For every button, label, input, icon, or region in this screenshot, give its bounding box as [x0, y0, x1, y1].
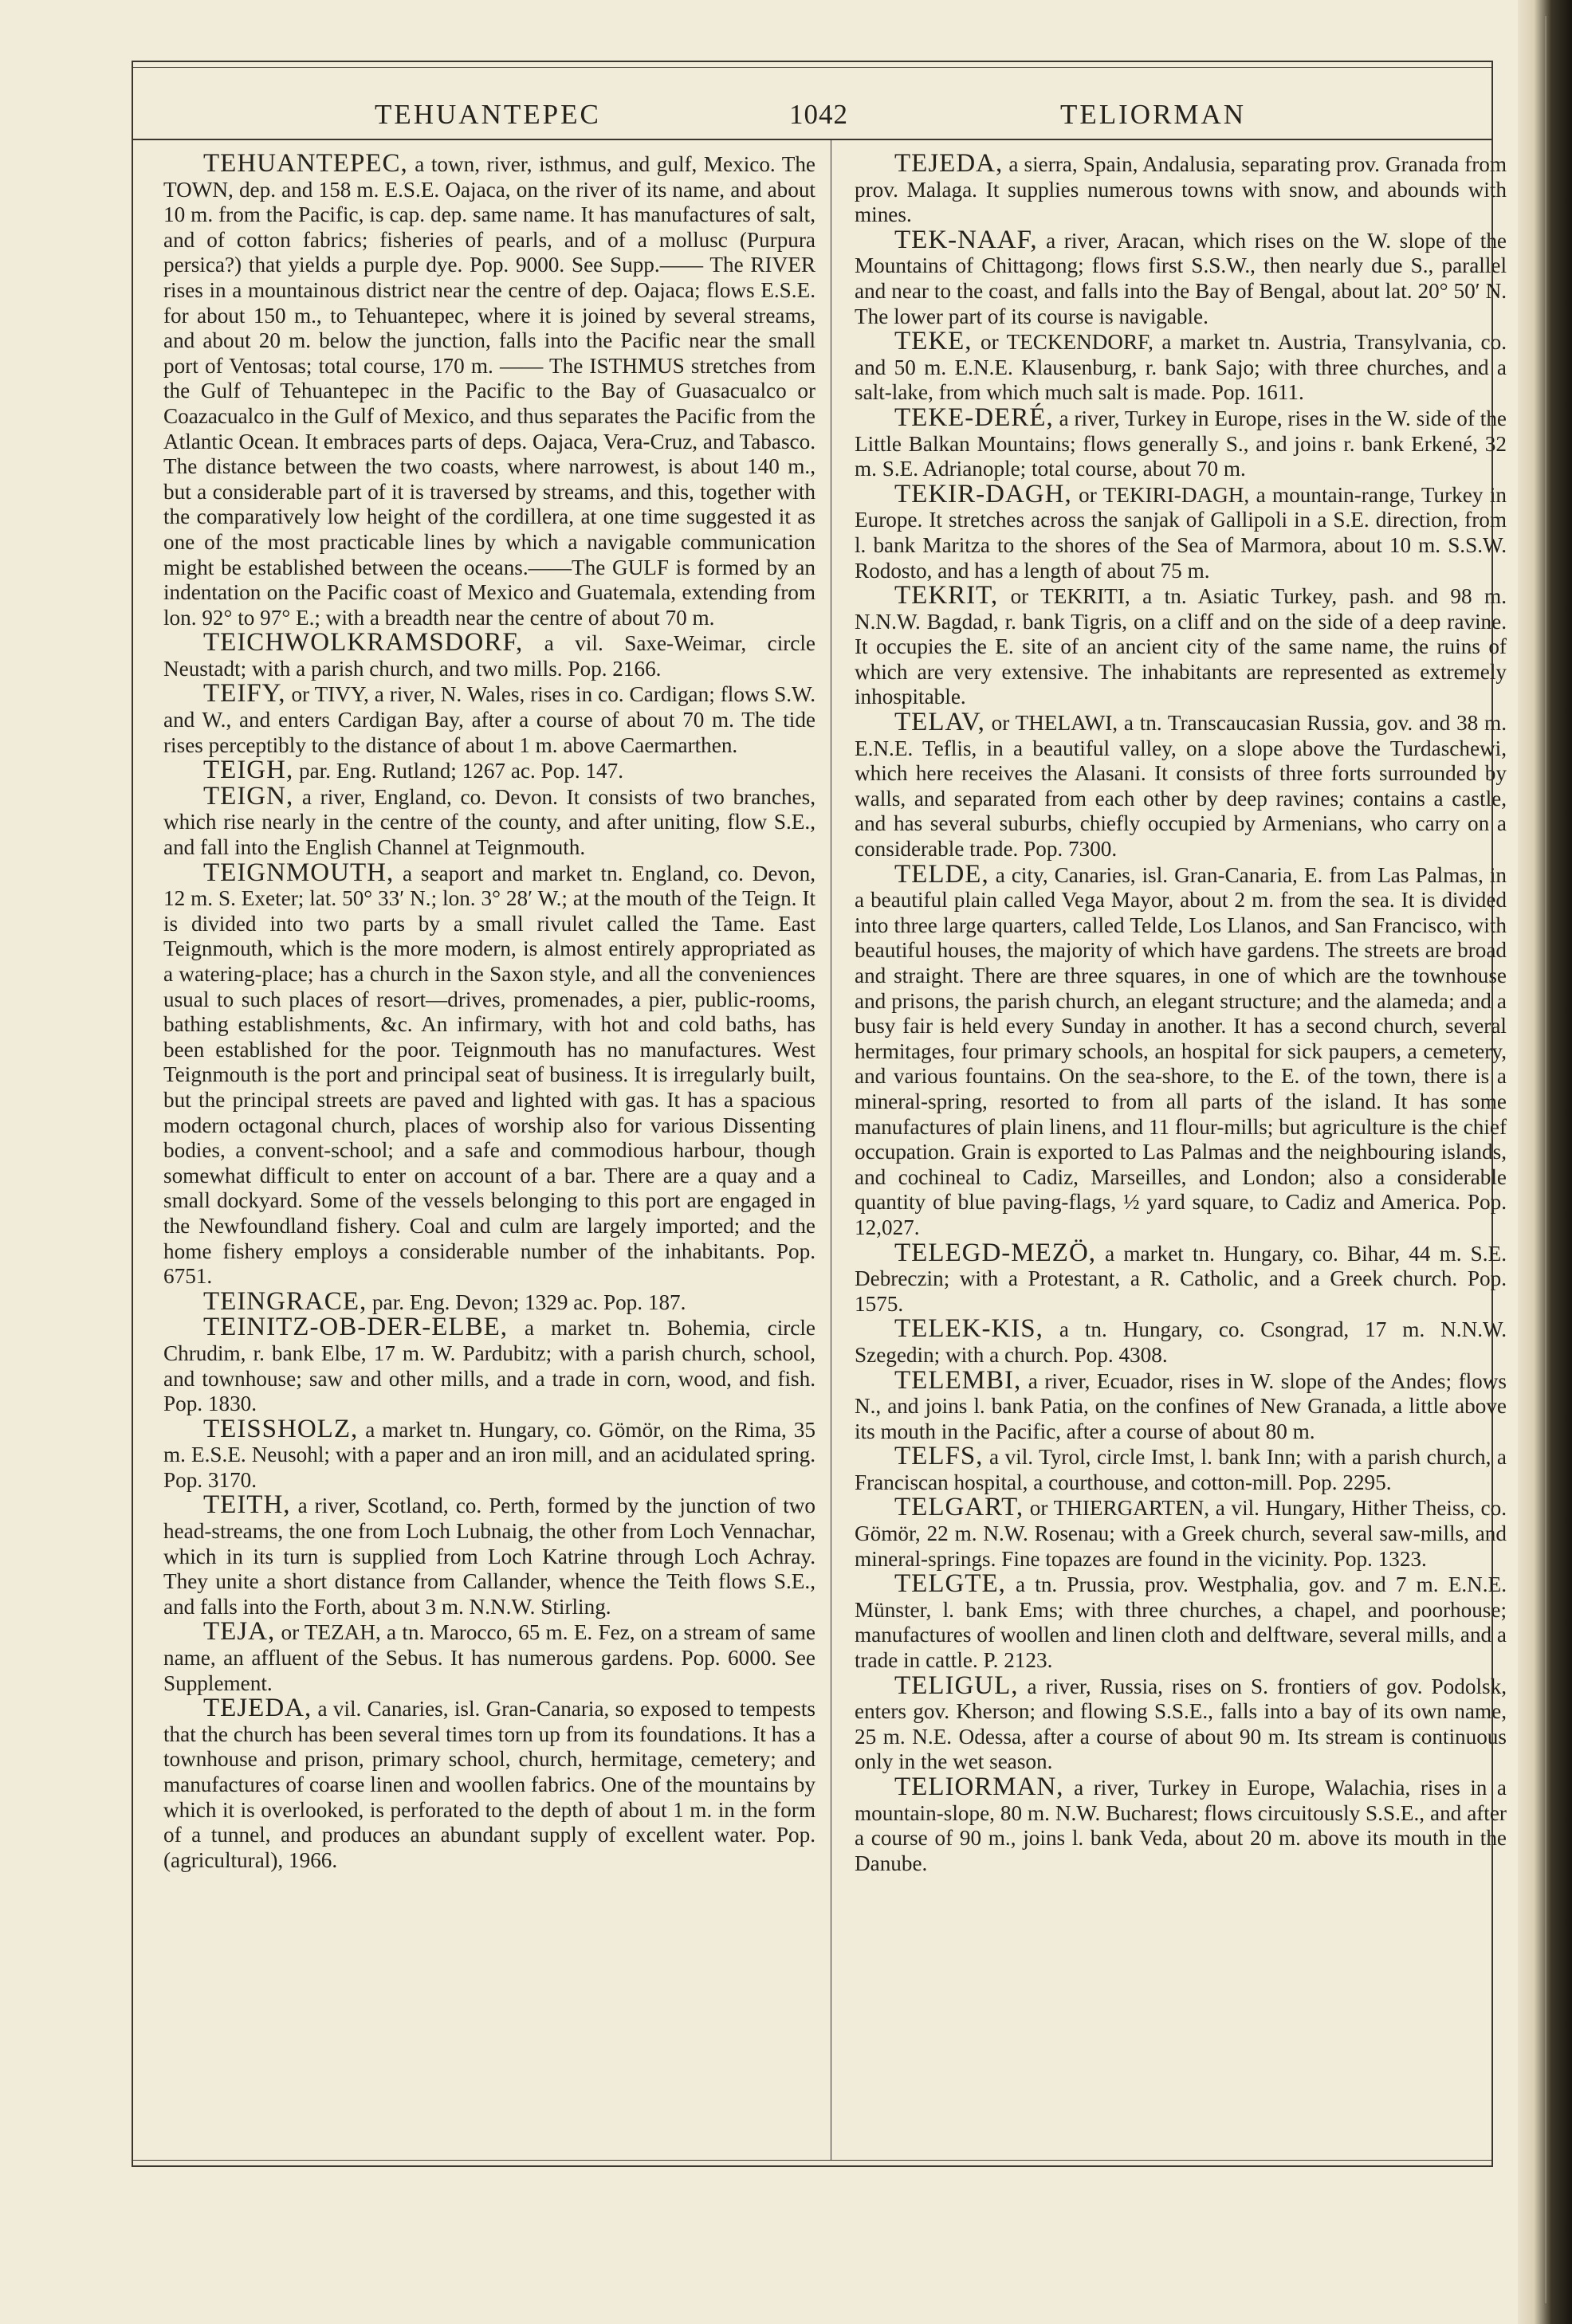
- gazetteer-entry: [855, 1444, 1507, 1495]
- entry-text: or TEKIRI-DAGH, a mountain-range, Turkey in Europe. It stretches across the sanjak of Gallipoli in a S.E. direction, from l. bank Maritza to the shores of the Sea of Marmora, about 10 m. S.S.W. Rodosto, and has a length of about 75 m.: [855, 482, 1507, 583]
- entry-headword: TEICHWOLKRAMSDORF,: [203, 628, 524, 658]
- gazetteer-entry: [855, 329, 1507, 406]
- entry-headword: TELAV,: [894, 708, 985, 737]
- entry-text: a seaport and market tn. England, co. Devon, 12 m. S. Exeter; lat. 50° 33′ N.; lon. 3° 28′ W.; at the mouth of the Teign. It is divided into two parts by a small rivulet called the Tame. East Teignmouth, which is the more modern, is almost entirely appropriated as a watering-place; has a church in the Saxon style, and all the conveniences usual to such places of resort—drives, promenades, a pier, public-rooms, bathing establishments, &c. An infirmary, with hot and cold baths, has been established for the poor. Teignmouth has no manufactures. West Teignmouth is the port and principal seat of business. It is irregularly built, but the principal streets are paved and lighted with gas. It has a spacious modern octagonal church, places of worship also for various Dissenting bodies, a convent-school; and a safe and commodious harbour, though somewhat difficult to enter on account of a bar. There are a quay and a small dockyard. Some of the vessels belonging to this port are engaged in the Newfoundland fishery. Coal and culm are largely imported; and the home fishery employs a considerable number of the inhabitants. Pop. 6751.: [163, 861, 815, 1289]
- entry-text: a tn. Prussia, prov. Westphalia, gov. and 7 m. E.N.E. Münster, l. bank Ems; with three churches, a chapel, and poorhouse; manufactures of woollen and linen cloth and delftware, several mills, and a trade in cattle. P. 2123.: [855, 1572, 1507, 1673]
- entry-headword: TEKE,: [894, 327, 973, 356]
- right-column: [855, 151, 1507, 2144]
- gazetteer-entry: [855, 859, 1507, 1241]
- gazetteer-entry: [163, 681, 815, 758]
- gazetteer-entry: [855, 1495, 1507, 1572]
- bottom-rule-outer: [132, 2165, 1493, 2167]
- entry-headword: TEIGN,: [203, 781, 294, 811]
- entry-text: or THIERGARTEN, a vil. Hungary, Hither Theiss, co. Gömör, 22 m. N.W. Rosenau; with a Greek church, several saw-mills, and mineral-springs. Fine topazes are found in the vicinity. Pop. 1323.: [855, 1496, 1507, 1571]
- header-left-word: TEHUANTEPEC: [375, 99, 601, 130]
- top-rule-inner: [132, 67, 1493, 68]
- entry-headword: TELFS,: [894, 1442, 984, 1471]
- entry-headword: TEIFY,: [203, 679, 286, 709]
- gazetteer-entry: [855, 225, 1507, 329]
- gazetteer-entry: [163, 1696, 815, 1873]
- entry-text: a market tn. Hungary, co. Gömör, on the Rima, 35 m. E.S.E. Neusohl; with a paper and an iron mill, and an acidulated spring. Pop. 3170.: [163, 1417, 815, 1492]
- gazetteer-entry: [855, 151, 1507, 228]
- entry-text: a market tn. Bohemia, circle Chrudim, r. bank Elbe, 17 m. W. Pardubitz; with a parish church, school, and townhouse; saw and other mills, and a trade in corn, wood, and fish. Pop. 1830.: [163, 1316, 815, 1416]
- entry-headword: TEKIR-DAGH,: [894, 479, 1072, 508]
- entry-headword: TEINITZ-OB-DER-ELBE,: [203, 1313, 508, 1342]
- entry-headword: TEISSHOLZ,: [203, 1414, 359, 1443]
- entry-text: a river, Russia, rises on S. frontiers of gov. Podolsk, enters gov. Kherson; and flowing S.S.E., falls into a bay of its own name, 25 m. N.E. Odessa, after a course of about 90 m. Its stream is continuous only in the wet season.: [855, 1674, 1507, 1774]
- entry-text: a vil. Canaries, isl. Gran-Canaria, so exposed to tempests that the church has been several times torn up from its foundations. It has a townhouse and prison, primary school, church, hermitage, cemetery; and manufactures of coarse linen and woollen fabrics. One of the mountains by which it is overlooked, is perforated to the depth of about 1 m. in the form of a tunnel, and produces an abundant supply of excellent water. Pop. (agricultural), 1966.: [163, 1697, 815, 1872]
- entry-text: a market tn. Hungary, co. Bihar, 44 m. S.E. Debreczin; with a Protestant, a R. Catholic, and a Greek church. Pop. 1575.: [855, 1241, 1507, 1316]
- entry-text: a city, Canaries, isl. Gran-Canaria, E. from Las Palmas, in a beautiful plain called Vega Mayor, about 2 m. from the sea. It is divided into three large quarters, called Telde, Los Llanos, and San Francisco, with beautiful houses, the majority of which have gardens. The streets are broad and straight. There are three squares, in one of which are the townhouse and prisons, the parish church, an elegant structure; and the alameda; and a busy fair is held every Sunday in another. It has a second church, several hermitages, four primary schools, an hospital for sick paupers, a cemetery, and various fountains. On the sea-shore, to the E. of the town, there is a mineral-spring, resorted to from all parts of the island. It has some manufactures of plain linens, and 11 flour-mills; but agriculture is the chief occupation. Grain is exported to Las Palmas and the neighbouring islands, and cochineal to Cadiz, Marseilles, and London; also a considerable quantity of blue paving-flags, ½ yard square, to Cadiz and America. Pop. 12,027.: [855, 862, 1507, 1239]
- entry-text: a river, Scotland, co. Perth, formed by the junction of two head-streams, the one from Loch Lubnaig, the other from Loch Vennachar, which in its turn is supplied from Loch Katrine through Loch Achray. They unite a short distance from Callander, whence the Teith flows S.E., and falls into the Forth, about 3 m. N.N.W. Stirling.: [163, 1494, 815, 1619]
- entry-headword: TELDE,: [894, 859, 989, 889]
- bottom-rule-inner: [132, 2160, 1493, 2161]
- entry-headword: TEK-NAAF,: [894, 225, 1038, 254]
- gazetteer-entry: [163, 1315, 815, 1416]
- gazetteer-entry: [163, 758, 815, 784]
- entry-text: a tn. Hungary, co. Csongrad, 17 m. N.N.W. Szegedin; with a church. Pop. 4308.: [855, 1317, 1507, 1367]
- page-number: 1042: [789, 99, 848, 130]
- gazetteer-entry: [855, 402, 1507, 482]
- top-rule-outer: [132, 61, 1493, 62]
- gazetteer-entry: [163, 1414, 815, 1494]
- entry-headword: TELIGUL,: [894, 1670, 1019, 1700]
- entry-headword: TELGTE,: [894, 1569, 1006, 1599]
- gazetteer-entry: [163, 1286, 815, 1316]
- gazetteer-entry: [855, 1314, 1507, 1368]
- entry-headword: TEIGNMOUTH,: [203, 858, 395, 887]
- header-right-word: TELIORMAN: [1060, 99, 1247, 130]
- gazetteer-entry: [163, 630, 815, 681]
- entry-text: a river, Aracan, which rises on the W. slope of the Mountains of Chittagong; flows first S.S.W., then nearly due S., parallel and near to the coast, and falls into the Bay of Bengal, about lat. 20° 50′ N. The lower part of its course is navigable.: [855, 228, 1507, 328]
- entry-headword: TEKE-DERÉ,: [894, 402, 1054, 432]
- entry-text: a river, Turkey in Europe, rises in the W. side of the Little Balkan Mountains; flows generally S., and joins r. bank Erkené, 32 m. S.E. Adrianople; total course, about 70 m.: [855, 406, 1507, 481]
- entry-text: or THELAWI, a tn. Transcaucasian Russia, gov. and 38 m. E.N.E. Teflis, in a beautiful valley, on a slope above the Turdaschewi, which here receives the Alasani. It consists of three forts surrounded by walls, and separated from each other by deep ravines; contains a castle, and has several suburbs, chiefly occupied by Armenians, who carry on a considerable trade. Pop. 7300.: [855, 711, 1507, 862]
- entry-headword: TEITH,: [203, 1490, 291, 1520]
- gazetteer-entry: [163, 781, 815, 861]
- entry-headword: TELEMBI,: [894, 1365, 1022, 1395]
- entry-headword: TEJEDA,: [203, 1694, 312, 1723]
- left-column: [163, 151, 815, 2144]
- entry-text: a river, Turkey in Europe, Walachia, rises in a mountain-slope, 80 m. N.W. Bucharest; flows circuitously S.S.E., and after a course of 90 m., joins l. bank Veda, about 20 m. above its mouth in the Danube.: [855, 1776, 1507, 1875]
- entry-text: or TECKENDORF, a market tn. Austria, Transylvania, co. and 50 m. E.N.E. Klausenburg, r. bank Sajo; with three churches, and a salt-lake, from which much salt is made. Pop. 1611.: [855, 330, 1507, 405]
- entry-text: a vil. Saxe-Weimar, circle Neustadt; with a parish church, and two mills. Pop. 2166.: [163, 631, 815, 681]
- entry-headword: TEHUANTEPEC,: [203, 151, 408, 178]
- gazetteer-entry: [855, 1670, 1507, 1775]
- gazetteer-entry: [163, 1490, 815, 1619]
- entry-text: a vil. Tyrol, circle Imst, l. bank Inn; with a parish church, a Franciscan hospital, a courthouse, and cotton-mill. Pop. 2295.: [855, 1445, 1507, 1494]
- entry-headword: TELGART,: [894, 1493, 1024, 1522]
- entry-headword: TELIORMAN,: [894, 1772, 1064, 1801]
- entry-headword: TEINGRACE,: [203, 1286, 367, 1316]
- entry-text: a town, river, isthmus, and gulf, Mexico. The TOWN, dep. and 158 m. E.S.E. Oajaca, on the river of its name, and about 10 m. from the Pacific, is cap. dep. same name. It has manufactures of salt, and of cotton fabrics; fisheries of pearls, and of a mollusc (Purpura persica?) that yields a purple dye. Pop. 9000. See Supp.—— The RIVER rises in a mountainous district near the centre of dep. Oajaca; flows E.S.E. for about 150 m., to Tehuantepec, where it is joined by several streams, and about 20 m. below the junction, falls into the Pacific near the small port of Ventosas; total course, 170 m. —— The ISTHMUS stretches from the Gulf of Tehuantepec in the Pacific to the Bay of Guasacualco or Coazacualco in the Gulf of Mexico, and thus separates the Pacific from the Atlantic Ocean. It embraces parts of deps. Oajaca, Vera-Cruz, and Tabasco. The distance between the two coasts, where narrowest, is about 140 m., but a considerable part of it is traversed by streams, and this, together with the comparatively low height of the cordillera, at one time suggested it as one of the most practicable lines by which a navigable communication might be established between the oceans.——The GULF is formed by an indentation on the Pacific coast of Mexico and Guatemala, extending from lon. 92° to 97° E.; with a breadth near the centre of about 70 m.: [163, 152, 815, 630]
- gazetteer-entry: [855, 1772, 1507, 1876]
- entry-text: a river, England, co. Devon. It consists of two branches, which rise nearly in the centre of the county, and after uniting, flow S.E., and fall into the English Channel at Teignmouth.: [163, 784, 815, 860]
- entry-headword: TELEK-KIS,: [894, 1314, 1043, 1344]
- entry-text: or TEKRITI, a tn. Asiatic Turkey, pash. and 98 m. N.N.W. Bagdad, r. bank Tigris, on a cliff and on the side of a deep ravine. It occupies the E. site of an ancient city of the same name, the ruins of which are very extensive. The inhabitants are represented as extremely inhospitable.: [855, 584, 1507, 709]
- gazetteer-entry: [855, 479, 1507, 583]
- entry-headword: TELEGD-MEZÖ,: [894, 1238, 1097, 1267]
- gazetteer-entry: [855, 1569, 1507, 1673]
- entry-text: or TEZAH, a tn. Marocco, 65 m. E. Fez, on a stream of same name, an affluent of the Sebus. It has numerous gardens. Pop. 6000. See Supplement.: [163, 1620, 815, 1695]
- gazetteer-entry: [855, 1365, 1507, 1445]
- gazetteer-entry: [855, 710, 1507, 862]
- gazetteer-entry: [163, 1619, 815, 1696]
- gazetteer-entry: [855, 583, 1507, 710]
- header-rule: [132, 139, 1493, 140]
- page-edge-line: [1545, 16, 1546, 2303]
- entry-headword: TEKRIT,: [894, 581, 999, 610]
- entry-headword: TEJEDA,: [894, 151, 1004, 178]
- entry-headword: TEJA,: [203, 1617, 276, 1647]
- entry-text: or TIVY, a river, N. Wales, rises in co. Cardigan; flows S.W. and W., and enters Cardigan Bay, after a course of about 70 m. The tide rises perceptibly to the distance of about 1 m. above Caermarthen.: [163, 682, 815, 757]
- gazetteer-entry: [163, 858, 815, 1290]
- entry-text: par. Eng. Rutland; 1267 ac. Pop. 147.: [293, 759, 624, 783]
- gazetteer-entry: [163, 151, 815, 630]
- left-frame-rule: [132, 61, 133, 2167]
- entry-headword: TEIGH,: [203, 756, 294, 785]
- gazetteer-entry: [855, 1238, 1507, 1317]
- entry-text: a sierra, Spain, Andalusia, separating prov. Granada from prov. Malaga. It supplies numerous towns with snow, and abounds with mines.: [855, 152, 1507, 227]
- entry-text: a river, Ecuador, rises in W. slope of the Andes; flows N., and joins l. bank Patia, on the confines of New Granada, a little above its mouth in the Pacific, after a course of about 80 m.: [855, 1368, 1507, 1443]
- entry-text: par. Eng. Devon; 1329 ac. Pop. 187.: [367, 1290, 686, 1314]
